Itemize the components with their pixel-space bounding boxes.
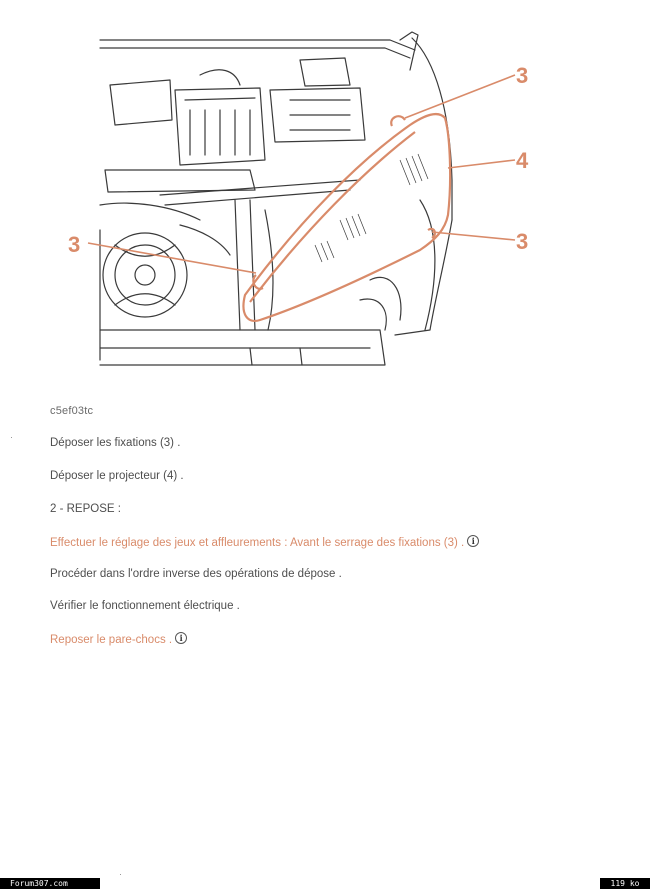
scan-speck (120, 874, 121, 875)
step-text: Déposer le projecteur (4) . (50, 470, 184, 482)
step-remove-headlamp (50, 470, 184, 482)
info-icon[interactable]: i (467, 535, 479, 547)
callout-4: 4 (516, 148, 529, 173)
step-check-electrical (50, 600, 240, 612)
step-text: Déposer les fixations (3) . (50, 437, 181, 449)
scan-speck (11, 437, 12, 438)
section-heading-repose (50, 503, 121, 515)
footer-site-label: Forum307.com (0, 878, 100, 889)
step-adjust-gaps-link[interactable] (50, 535, 479, 549)
step-link-text[interactable]: Effectuer le réglage des jeux et affleurements : Avant le serrage des fixations (3) . (50, 537, 465, 549)
step-refit-bumper-link[interactable] (50, 632, 187, 646)
step-reverse-order (50, 568, 342, 580)
step-remove-fixations (50, 437, 180, 449)
callout-3-left: 3 (68, 232, 81, 257)
figure-caption: c5ef03tc (50, 405, 94, 417)
step-text: Vérifier le fonctionnement électrique . (50, 600, 240, 612)
step-link-text[interactable]: Reposer le pare-chocs . (50, 634, 173, 646)
step-text: Procéder dans l'ordre inverse des opérations de dépose . (50, 568, 342, 580)
info-icon[interactable]: i (175, 632, 187, 644)
callout-3-right: 3 (516, 229, 529, 254)
footer-size-label: 119 ko (600, 878, 650, 889)
headlamp-illustration (60, 30, 580, 380)
callout-3-top: 3 (516, 63, 529, 88)
step-text: 2 - REPOSE : (50, 503, 121, 515)
